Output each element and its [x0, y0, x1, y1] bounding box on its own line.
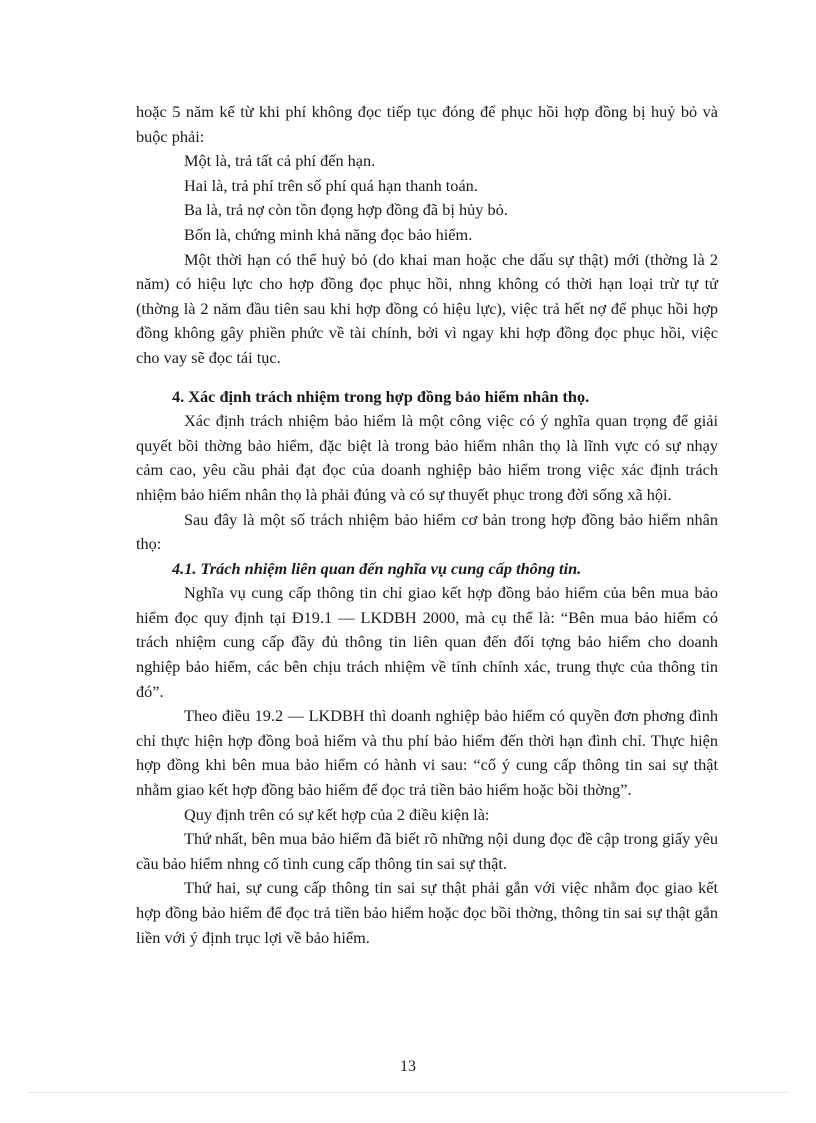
page-number: 13: [400, 1058, 416, 1075]
paragraph-condition-two: Thứ hai, sự cung cấp thông tin sai sự thật phải gắn với việc nhằm đọc giao kết hợp đồng bảo hiểm để đọc trả tiền bảo hiểm hoặc đọc bồi thờng, thông tin sai sự thật gắn liền với ý định trục lợi về bảo hiểm.: [136, 878, 718, 947]
paragraph-cancellation-period: Một thời hạn có thể huỷ bỏ (do khai man hoặc che dấu sự thật) mới (thờng là 2 năm) có hiệu lực cho hợp đồng đọc phục hồi, nhng không có thời hạn loại trừ tự tử (thờng là 2 năm đầu tiên sau khi hợp đồng có hiệu lực), việc trả hết nợ để phục hồi hợp đồng không gây phiền phức về tài chính, bởi vì ngay khi hợp đồng đọc phục hồi, việc cho vay sẽ đọc tái tục.: [136, 249, 718, 367]
paragraph-continuation: hoặc 5 năm kể từ khi phí không đọc tiếp tục đóng để phục hồi hợp đồng bị huỷ bỏ và buộc phải:: [136, 102, 718, 146]
paragraph-obligation: Nghĩa vụ cung cấp thông tin chỉ giao kết hợp đồng bảo hiểm của bên mua bảo hiểm đọc quy định tại Đ19.1 — LKDBH 2000, mà cụ thể là: “Bên mua bảo hiểm có trách nhiệm cung cấp đầy đủ thông tin liên quan đến đối tợng bảo hiểm cho doanh nghiệp bảo hiểm, các bên chịu trách nhiệm về tính chính xác, trung thực của thông tin đó”.: [136, 583, 718, 701]
document-page: [136, 100, 718, 950]
list-item-one: Một là, trả tất cả phí đến hạn.: [184, 151, 376, 171]
paragraph-section-list-intro: Sau đây là một số trách nhiệm bảo hiểm cơ bản trong hợp đồng bảo hiểm nhân thọ:: [136, 509, 718, 554]
list-item-four: Bốn là, chứng minh khả năng đọc bảo hiểm.: [184, 224, 473, 244]
subsection-heading: 4.1. Trách nhiệm liên quan đến nghĩa vụ cung cấp thông tin.: [172, 558, 582, 578]
paragraph-condition-one: Thứ nhất, bên mua bảo hiểm đã biết rõ những nội dung đọc đề cập trong giấy yêu cầu bảo hiểm nhng cố tình cung cấp thông tin sai sự thật.: [136, 829, 718, 873]
list-item-three: Ba là, trả nợ còn tồn đọng hợp đồng đã bị hủy bỏ.: [184, 200, 508, 220]
paragraph-section-intro: Xác định trách nhiệm bảo hiểm là một công việc có ý nghĩa quan trọng để giải quyết bồi thờng bảo hiểm, đặc biệt là trong bảo hiểm nhân thọ là lĩnh vực có sự nhạy cảm cao, yêu cầu phải đạt đọc của doanh nghiệp bảo hiểm trong việc xác định trách nhiệm bảo hiểm nhân thọ là phải đúng và có sự thuyết phục trong đời sống xã hội.: [136, 411, 718, 504]
page-bottom-divider: [28, 1092, 788, 1093]
section-heading: 4. Xác định trách nhiệm trong hợp đồng bảo hiểm nhân thọ.: [172, 386, 590, 406]
paragraph-conditions-intro: Quy định trên có sự kết hợp của 2 điều kiện là:: [184, 804, 490, 824]
paragraph-article-19-2: Theo điều 19.2 — LKDBH thì doanh nghiệp bảo hiểm có quyền đơn phơng đình chỉ thực hiện hợp đồng boả hiểm và thu phí bảo hiểm đến thời hạn đình chỉ. Thực hiện hợp đồng khi bên mua bảo hiểm có hành vi sau: “cố ý cung cấp thông tin sai sự thật nhằm giao kết hợp đồng bảo hiểm để đọc trả tiền bảo hiểm hoặc bồi thờng”.: [136, 706, 718, 800]
list-item-two: Hai là, trả phí trên số phí quá hạn thanh toán.: [184, 175, 478, 195]
